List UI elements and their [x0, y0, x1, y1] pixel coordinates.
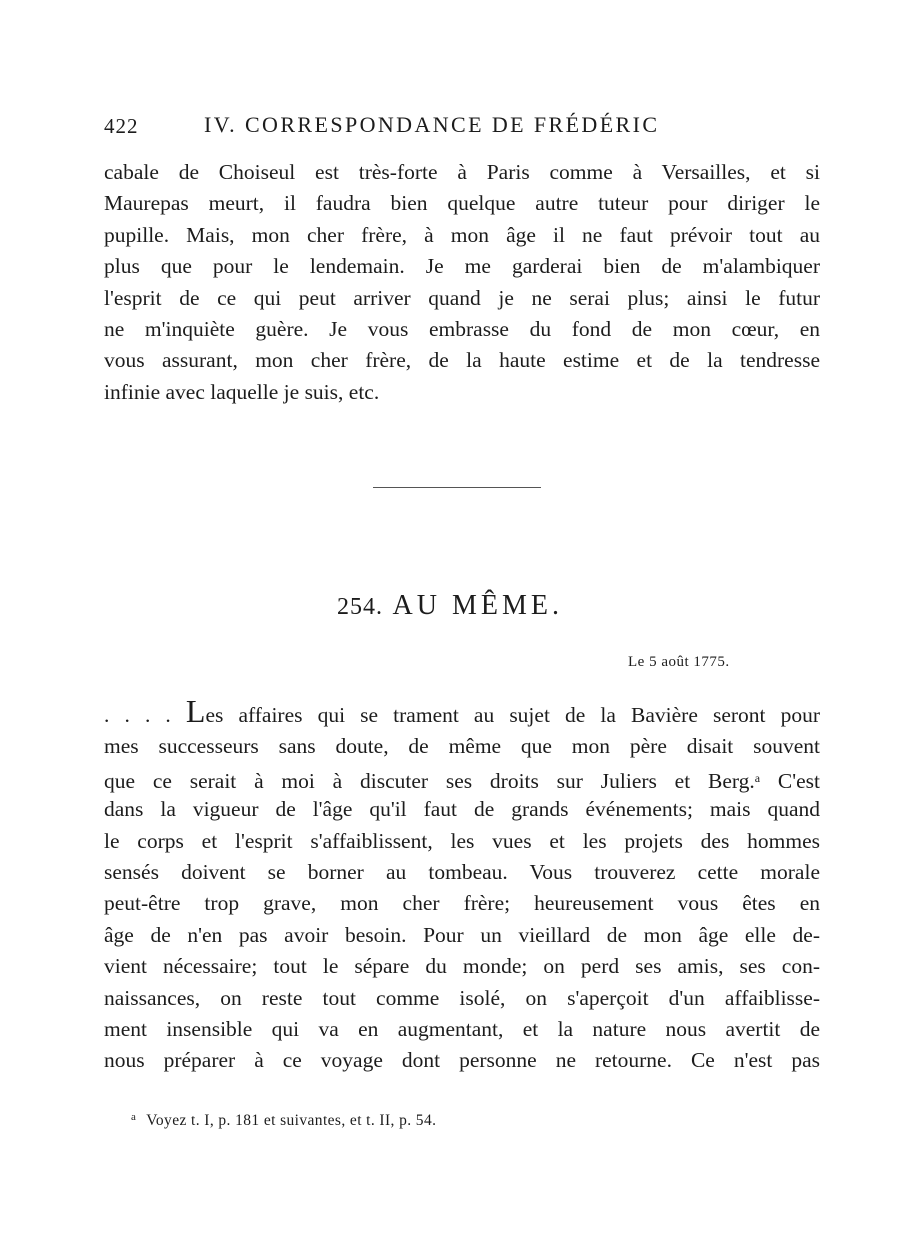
footnote-mark: a — [131, 1111, 137, 1123]
letter-body — [104, 693, 821, 1077]
continued-letter-text — [104, 157, 820, 408]
drop-cap: L — [185, 693, 206, 729]
text-line: mes successeurs sans doute, de même que mon père disait souvent — [104, 734, 820, 759]
line-text: C'est — [760, 768, 821, 793]
text-line: infinie avec laquelle je suis, etc. — [104, 379, 380, 404]
letter-title: AU MÊME. — [392, 590, 563, 621]
letter-number: 254. — [337, 594, 384, 620]
text-line: vient nécessaire; tout le sépare du monde; on perd ses amis, ses con- — [104, 954, 820, 979]
text-line: ne m'inquiète guère. Je vous embrasse du fond de mon cœur, en — [104, 316, 820, 341]
text-line: nous préparer à ce voyage dont personne ne retourne. Ce n'est pas — [104, 1048, 820, 1073]
text-line — [104, 763, 820, 794]
text-line: ment insensible qui va en augmentant, et la nature nous avertit de — [104, 1016, 820, 1041]
footnote — [131, 1111, 436, 1130]
footnote-text: Voyez t. I, p. 181 et suivantes, et t. II, p. 54. — [146, 1112, 437, 1129]
letter-heading — [0, 590, 900, 622]
letter-date: Le 5 août 1775. — [628, 654, 730, 670]
text-line: dans la vigueur de l'âge qu'il faut de grands événements; mais quand — [104, 797, 820, 822]
text-line: peut-être trop grave, mon cher frère; heureusement vous êtes en — [104, 891, 820, 916]
text-line: cabale de Choiseul est très-forte à Paris comme à Versailles, et si — [104, 160, 820, 184]
text-line: plus que pour le lendemain. Je me garderai bien de m'alambiquer — [104, 254, 820, 279]
text-line: âge de n'en pas avoir besoin. Pour un vieillard de mon âge elle de- — [104, 922, 820, 947]
text-line: le corps et l'esprit s'affaiblissent, les vues et les projets des hommes — [104, 828, 820, 853]
lead-dots: . . . . — [104, 703, 186, 727]
text-line: pupille. Mais, mon cher frère, à mon âge il ne faut prévoir tout au — [104, 222, 820, 247]
running-title: IV. CORRESPONDANCE DE FRÉDÉRIC — [204, 112, 660, 137]
text-line: naissances, on reste tout comme isolé, on s'aperçoit d'un affaiblisse- — [104, 985, 820, 1010]
running-head — [104, 110, 744, 144]
text-line: l'esprit de ce qui peut arriver quand je ne serai plus; ainsi le futur — [104, 285, 820, 310]
section-divider — [373, 487, 541, 488]
text-line: Maurepas meurt, il faudra bien quelque autre tuteur pour diriger le — [104, 191, 820, 216]
first-line-text: es affaires qui se trament au sujet de la Bavière seront pour — [205, 703, 821, 727]
text-line: sensés doivent se borner au tombeau. Vous trouverez cette morale — [104, 859, 820, 884]
text-line: vous assurant, mon cher frère, de la haute estime et de la tendresse — [104, 348, 820, 373]
footnote-reference[interactable]: a — [754, 770, 761, 785]
text-line — [104, 693, 821, 731]
page-number: 422 — [104, 114, 139, 138]
line-text: que ce serait à moi à discuter ses droits sur Juliers et Berg. — [104, 768, 755, 793]
